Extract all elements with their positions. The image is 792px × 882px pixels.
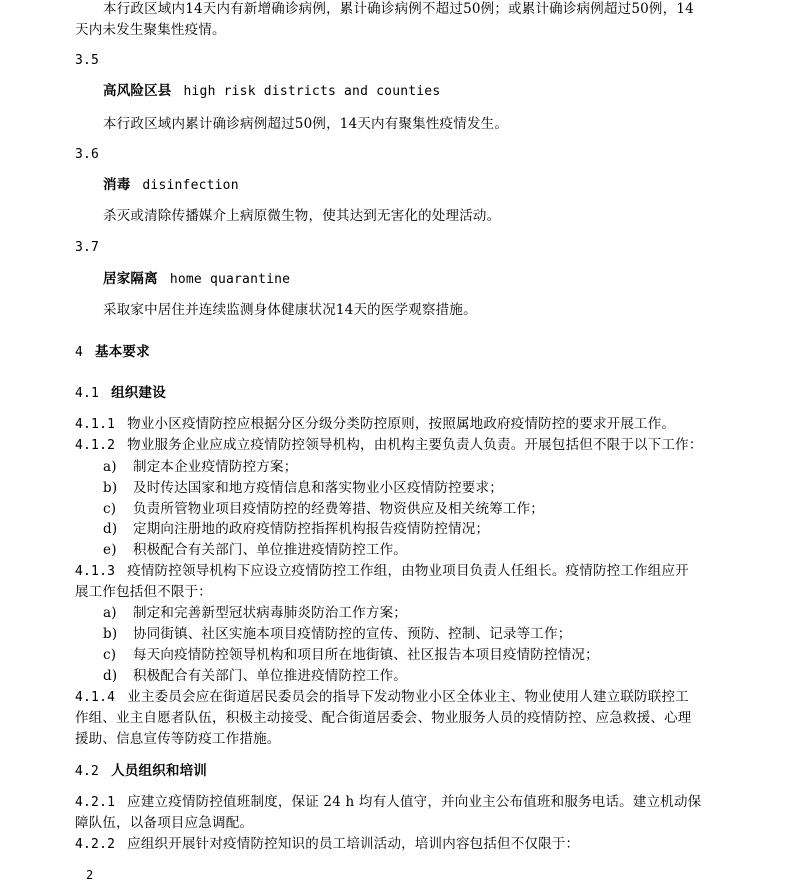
list-marker: b) (103, 480, 118, 496)
term-english: high risk districts and counties (183, 84, 441, 99)
clause-continuation: 障队伍，以备项目应急调配。 (75, 815, 254, 831)
list-item (103, 604, 407, 622)
list-marker: a) (103, 459, 117, 475)
list-item-text: 协同街镇、社区实施本项目疫情防控的宣传、预防、控制、记录等工作； (133, 626, 572, 642)
list-marker: d) (103, 668, 118, 684)
list-item-text: 负责所管物业项目疫情防控的经费筹措、物资供应及相关统筹工作； (133, 501, 544, 517)
term-english: home quarantine (169, 272, 291, 287)
list-item-text: 及时传达国家和地方疫情信息和落实物业小区疫情防控要求； (133, 480, 503, 496)
clause-number: 4.1.2 (75, 438, 116, 453)
clause-continuation: 作组、业主自愿者队伍，积极主动接受、配合街道居委会、物业服务人员的疫情防控、应急救援、心理 (75, 710, 692, 726)
list-item-text: 积极配合有关部门、单位推进疫情防控工作。 (133, 668, 407, 684)
list-item (103, 541, 407, 559)
list-item-text: 每天向疫情防控领导机构和项目所在地街镇、社区报告本项目疫情防控情况； (133, 647, 599, 663)
subsection-title: 组织建设 (111, 385, 166, 401)
clause (75, 793, 701, 812)
list-item-text: 制定本企业疫情防控方案； (133, 459, 298, 475)
section-title: 基本要求 (95, 344, 150, 360)
subsection-heading (75, 384, 166, 403)
clause-number: 4.1.4 (75, 690, 116, 705)
term-number: 3.5 (75, 53, 100, 68)
clause-text: 物业服务企业应成立疫情防控领导机构，由机构主要负责人负责。开展包括但不限于以下工作： (127, 437, 703, 453)
term-heading (103, 82, 440, 101)
page-number: 2 (86, 868, 94, 882)
list-marker: c) (103, 647, 117, 663)
section-number: 4 (75, 345, 84, 360)
term-english: disinfection (142, 178, 239, 193)
list-item (103, 500, 544, 518)
clause-continuation: 展工作包括但不限于： (75, 584, 212, 600)
clause (75, 688, 689, 707)
list-item (103, 458, 297, 476)
clause (75, 835, 579, 854)
term-heading (103, 270, 290, 289)
term-definition: 本行政区域内累计确诊病例超过50例，14天内有聚集性疫情发生。 (103, 116, 509, 132)
term-number: 3.6 (75, 147, 100, 162)
clause-number: 4.2.1 (75, 795, 116, 810)
term-chinese: 居家隔离 (103, 271, 158, 287)
subsection-number: 4.1 (75, 386, 100, 401)
term-heading (103, 176, 239, 195)
list-item (103, 479, 503, 497)
section-heading (75, 343, 150, 362)
paragraph-line: 天内未发生聚集性疫情。 (75, 22, 226, 38)
term-definition: 采取家中居住并连续监测身体健康状况14天的医学观察措施。 (103, 302, 477, 318)
list-item (103, 520, 489, 538)
term-chinese: 消毒 (103, 177, 131, 193)
list-marker: d) (103, 521, 118, 537)
clause-text: 应建立疫情防控值班制度，保证 24 h 均有人值守，并向业主公布值班和服务电话。建立机动保 (127, 794, 702, 810)
list-marker: c) (103, 501, 117, 517)
subsection-number: 4.2 (75, 764, 100, 779)
term-number: 3.7 (75, 240, 100, 255)
paragraph-line: 本行政区域内14天内有新增确诊病例，累计确诊病例不超过50例；或累计确诊病例超过50例，14 (103, 1, 694, 17)
clause-text: 物业小区疫情防控应根据分区分级分类防控原则，按照属地政府疫情防控的要求开展工作。 (127, 416, 676, 432)
clause (75, 415, 675, 434)
subsection-heading (75, 762, 207, 781)
list-item (103, 646, 599, 664)
list-item-text: 定期向注册地的政府疫情防控指挥机构报告疫情防控情况； (133, 521, 490, 537)
clause-text: 业主委员会应在街道居民委员会的指导下发动物业小区全体业主、物业使用人建立联防联控工 (127, 689, 689, 705)
term-definition: 杀灭或清除传播媒介上病原微生物，使其达到无害化的处理活动。 (103, 208, 501, 224)
subsection-title: 人员组织和培训 (111, 763, 207, 779)
clause-text: 应组织开展针对疫情防控知识的员工培训活动，培训内容包括但不仅限于： (127, 836, 580, 852)
list-item-text: 积极配合有关部门、单位推进疫情防控工作。 (133, 542, 407, 558)
list-marker: e) (103, 542, 117, 558)
clause (75, 562, 689, 581)
clause-number: 4.2.2 (75, 837, 116, 852)
list-item (103, 667, 407, 685)
clause-number: 4.1.3 (75, 564, 116, 579)
list-marker: b) (103, 626, 118, 642)
clause (75, 436, 703, 455)
clause-number: 4.1.1 (75, 417, 116, 432)
list-item (103, 625, 571, 643)
list-marker: a) (103, 605, 117, 621)
list-item-text: 制定和完善新型冠状病毒肺炎防治工作方案； (133, 605, 407, 621)
clause-text: 疫情防控领导机构下应设立疫情防控工作组，由物业项目负责人任组长。疫情防控工作组应开 (127, 563, 689, 579)
term-chinese: 高风险区县 (103, 83, 172, 99)
clause-continuation: 援助、信息宣传等防疫工作措施。 (75, 731, 281, 747)
